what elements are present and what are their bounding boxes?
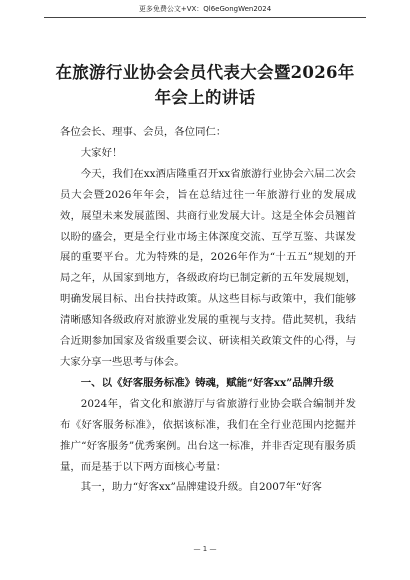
paragraph-intro: 今天，我们在xx酒店隆重召开xx省旅游行业协会六届二次会员大会暨2026年年会，旨在总结过往一年旅游行业的发展成效，展望未来发展蓝图、共商行业发展大计。这是全体会员翘首以盼的盛会，更是全行业市场主体深度交流、互学互鉴、共谋发展的重要平台。尤为特殊的是，2026年作为“十五五”规划的开局之年，从国家到地方，各级政府均已制定新的五年发展规划，明确发展目标、出台扶持政策。从这些目标与政策中，我们能够清晰感知各级政府对旅游业发展的重视与支持。借此契机，我结合近期参加国家及省级重要会议、研读相关政策文件的心得，与大家分享一些思考与体会。 <box>60 167 356 368</box>
document-title <box>40 60 370 110</box>
salutation: 各位会长、理事、会员，各位同仁： <box>60 126 227 138</box>
header-divider <box>44 17 366 18</box>
page-number: — 1 — <box>193 545 217 553</box>
greeting: 大家好！ <box>80 146 123 159</box>
title-line-1: 在旅游行业协会会员代表大会暨2026年 <box>55 63 355 82</box>
paragraph-point-1: 其一，助力“好客xx”品牌建设升级。自2007年“好客 <box>80 481 322 494</box>
section-heading-1: 一、以《好客服务标准》铸魂，赋能“好客xx”品牌升级 <box>80 376 334 389</box>
title-line-2: 年会上的讲话 <box>154 88 256 107</box>
paragraph-standard: 2024年，省文化和旅游厅与省旅游行业协会联合编制并发布《好客服务标准》，依据该标准，我们在全行业范围内挖掘并推广“好客服务”优秀案例。出台这一标准，并非否定现有服务质量，而是基于以下两方面核心考量： <box>60 397 356 473</box>
document-body <box>60 122 356 498</box>
page-header: 更多免费公文+VX：Ql6eGongWen2024 <box>138 5 272 13</box>
